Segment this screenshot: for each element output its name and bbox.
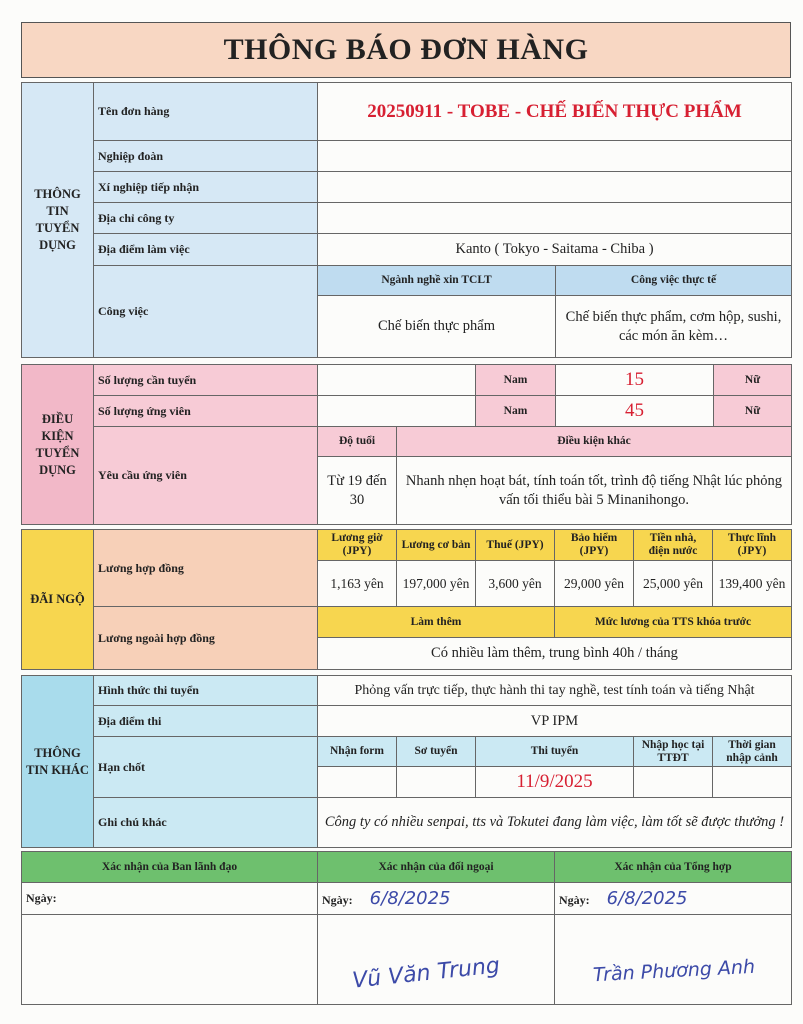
other-conditions-header: Điều kiện khác	[397, 427, 792, 457]
receive-form-value	[318, 767, 397, 798]
insurance-value: 29,000 yên	[555, 561, 634, 607]
recruitment-info-table	[21, 82, 792, 358]
extra-salary-label: Lương ngoài hợp đồng	[94, 607, 318, 670]
order-name-value: 20250911 - TOBE - CHẾ BIẾN THỰC PHẨM	[318, 83, 792, 141]
registered-trade-header: Ngành nghề xin TCLT	[318, 266, 556, 296]
benefits-table	[21, 529, 792, 670]
overtime-header: Làm thêm	[318, 607, 555, 638]
age-header: Độ tuổi	[318, 427, 397, 457]
need-male-count: 15	[556, 365, 714, 396]
date-label: Ngày:	[322, 893, 353, 907]
recruitment-conditions-table	[21, 364, 792, 525]
company-label: Xí nghiệp tiếp nhận	[94, 172, 318, 203]
other-conditions-value: Nhanh nhẹn hoạt bát, tính toán tốt, trình độ tiếng Nhật lúc phỏng vấn tối thiểu bài 5 Minanihongo.	[397, 457, 792, 525]
actual-job-value: Chế biến thực phẩm, cơm hộp, sushi, các món ăn kèm…	[556, 296, 792, 358]
order-name-label: Tên đơn hàng	[94, 83, 318, 141]
company-value	[318, 172, 792, 203]
net-salary-value: 139,400 yên	[713, 561, 792, 607]
external-confirm-header: Xác nhận của đối ngoại	[318, 852, 555, 883]
exam-header: Thi tuyển	[476, 737, 634, 767]
date-label: Ngày:	[26, 891, 57, 905]
preliminary-header: Sơ tuyển	[397, 737, 476, 767]
external-date-handwritten: 6/8/2025	[369, 888, 451, 909]
general-date-handwritten: 6/8/2025	[606, 888, 688, 909]
need-female-label: Nữ	[714, 365, 792, 396]
section-benefits: ĐÃI NGỘ	[22, 530, 94, 670]
address-label: Địa chỉ công ty	[94, 203, 318, 234]
exam-date-value: 11/9/2025	[476, 767, 634, 798]
base-salary-header: Lương cơ bản	[397, 530, 476, 561]
exam-form-label: Hình thức thi tuyển	[94, 676, 318, 706]
candidate-male-label: Nam	[476, 396, 556, 427]
other-info-table	[21, 675, 792, 848]
overtime-value: Có nhiều làm thêm, trung bình 40h / tháng	[318, 638, 792, 670]
candidate-count-total	[318, 396, 476, 427]
page-title: THÔNG BÁO ĐƠN HÀNG	[21, 22, 791, 78]
hourly-wage-header: Lương giờ (JPY)	[318, 530, 397, 561]
insurance-header: Bảo hiểm (JPY)	[555, 530, 634, 561]
candidate-count-label: Số lượng ứng viên	[94, 396, 318, 427]
section-other-info: THÔNG TIN KHÁC	[22, 676, 94, 848]
enrollment-header: Nhập học tại TTĐT	[634, 737, 713, 767]
other-note-label: Ghi chú khác	[94, 798, 318, 848]
general-signature: Trần Phương Anh	[592, 955, 756, 987]
address-value	[318, 203, 792, 234]
section-recruitment-conditions: ĐIỀU KIỆN TUYỂN DỤNG	[22, 365, 94, 525]
section-recruitment-info: THÔNG TIN TUYỂN DỤNG	[22, 83, 94, 358]
exam-form-value: Phỏng vấn trực tiếp, thực hành thi tay nghề, test tính toán và tiếng Nhật	[318, 676, 792, 706]
enrollment-value	[634, 767, 713, 798]
leadership-signature-box	[22, 915, 318, 1005]
work-location-value: Kanto ( Tokyo - Saitama - Chiba )	[318, 234, 792, 266]
date-label: Ngày:	[559, 893, 590, 907]
receive-form-header: Nhận form	[318, 737, 397, 767]
candidate-requirements-label: Yêu cầu ứng viên	[94, 427, 318, 525]
tax-header: Thuế (JPY)	[476, 530, 555, 561]
entry-time-header: Thời gian nhập cảnh	[713, 737, 792, 767]
need-count-label: Số lượng cần tuyển	[94, 365, 318, 396]
candidate-female-label: Nữ	[714, 396, 792, 427]
union-value	[318, 141, 792, 172]
need-male-label: Nam	[476, 365, 556, 396]
work-location-label: Địa điểm làm việc	[94, 234, 318, 266]
deadline-label: Hạn chốt	[94, 737, 318, 798]
general-confirm-header: Xác nhận của Tổng hợp	[555, 852, 792, 883]
entry-time-value	[713, 767, 792, 798]
tax-value: 3,600 yên	[476, 561, 555, 607]
leadership-date	[22, 883, 318, 915]
candidate-male-count: 45	[556, 396, 714, 427]
housing-utilities-header: Tiền nhà, điện nước	[634, 530, 713, 561]
union-label: Nghiệp đoàn	[94, 141, 318, 172]
external-date	[318, 883, 555, 915]
age-value: Từ 19 đến 30	[318, 457, 397, 525]
other-note-value: Công ty có nhiều senpai, tts và Tokutei đang làm việc, làm tốt sẽ được thưởng !	[318, 798, 792, 848]
leadership-confirm-header: Xác nhận của Ban lãnh đạo	[22, 852, 318, 883]
registered-trade-value: Chế biến thực phẩm	[318, 296, 556, 358]
previous-trainee-salary-header: Mức lương của TTS khóa trước	[555, 607, 792, 638]
base-salary-value: 197,000 yên	[397, 561, 476, 607]
contract-salary-label: Lương hợp đồng	[94, 530, 318, 607]
external-signature-box	[318, 915, 555, 1005]
hourly-wage-value: 1,163 yên	[318, 561, 397, 607]
general-signature-box	[555, 915, 792, 1005]
net-salary-header: Thực lĩnh (JPY)	[713, 530, 792, 561]
need-count-total	[318, 365, 476, 396]
external-signature: Vũ Văn Trung	[351, 953, 501, 994]
job-label: Công việc	[94, 266, 318, 358]
actual-job-header: Công việc thực tế	[556, 266, 792, 296]
exam-place-label: Địa điểm thi	[94, 706, 318, 737]
confirmation-table	[21, 851, 792, 1005]
housing-utilities-value: 25,000 yên	[634, 561, 713, 607]
exam-place-value: VP IPM	[318, 706, 792, 737]
general-date	[555, 883, 792, 915]
preliminary-value	[397, 767, 476, 798]
